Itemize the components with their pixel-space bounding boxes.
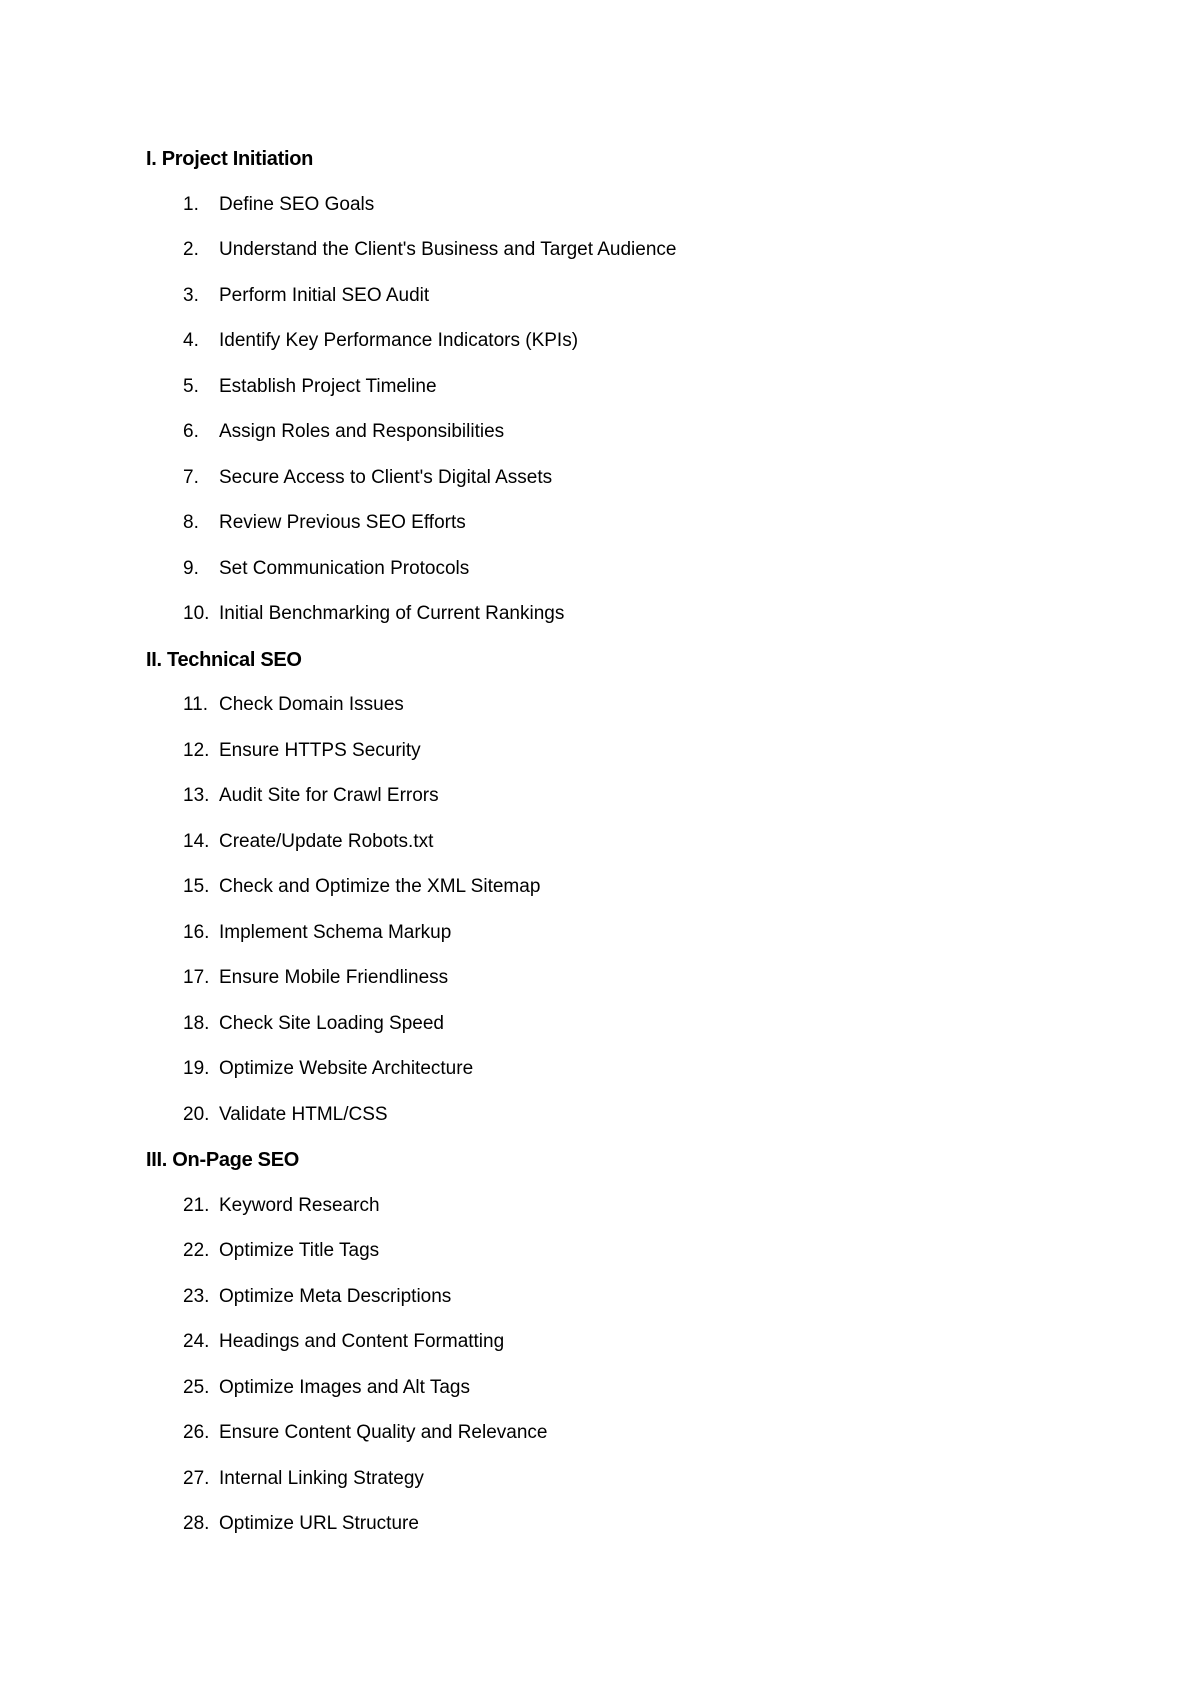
item-text: Perform Initial SEO Audit: [219, 284, 430, 306]
list-item: [146, 693, 1106, 717]
list-item: [146, 193, 1106, 217]
section-heading: III. On-Page SEO: [146, 1149, 300, 1171]
item-number: 5.: [183, 375, 199, 397]
item-number: 4.: [183, 330, 199, 351]
checklist-document: [146, 147, 1106, 1558]
list-item: [146, 602, 1106, 626]
list-item: [146, 511, 1106, 535]
item-text: Internal Linking Strategy: [219, 1467, 424, 1489]
list-item: [146, 284, 1106, 308]
list-item: [146, 875, 1106, 899]
item-text: Secure Access to Client's Digital Assets: [219, 466, 553, 488]
list-item: [146, 557, 1106, 581]
item-number: 21.: [183, 1194, 210, 1216]
item-text: Keyword Research: [219, 1194, 380, 1216]
item-number: 19.: [183, 1058, 210, 1079]
item-text: Validate HTML/CSS: [219, 1103, 388, 1125]
section-heading: II. Technical SEO: [146, 648, 302, 671]
item-text: Review Previous SEO Efforts: [219, 512, 466, 533]
item-text: Assign Roles and Responsibilities: [219, 421, 505, 442]
list-item: [146, 1285, 1106, 1309]
item-number: 9.: [183, 557, 199, 579]
item-number: 11.: [183, 694, 209, 715]
section-list: [146, 693, 1106, 1127]
list-item: [146, 1330, 1106, 1354]
section-technical-seo: [146, 648, 1106, 1127]
item-text: Optimize Website Architecture: [219, 1058, 474, 1079]
item-text: Optimize Images and Alt Tags: [219, 1376, 470, 1398]
item-text: Understand the Client's Business and Target Audience: [219, 239, 677, 260]
list-item: [146, 966, 1106, 990]
item-number: 2.: [183, 239, 199, 260]
list-item: [146, 1012, 1106, 1036]
section-on-page-seo: [146, 1148, 1106, 1536]
item-text: Create/Update Robots.txt: [219, 830, 434, 852]
item-number: 24.: [183, 1331, 210, 1352]
item-number: 3.: [183, 284, 199, 306]
list-item: [146, 1057, 1106, 1081]
list-item: [146, 1194, 1106, 1218]
item-number: 10.: [183, 603, 210, 624]
list-item: [146, 420, 1106, 444]
section-project-initiation: [146, 147, 1106, 626]
item-number: 26.: [183, 1422, 210, 1443]
section-heading: I. Project Initiation: [146, 148, 314, 170]
item-number: 28.: [183, 1513, 210, 1534]
item-number: 13.: [183, 785, 210, 806]
item-number: 1.: [183, 193, 199, 215]
item-text: Set Communication Protocols: [219, 557, 470, 579]
item-text: Identify Key Performance Indicators (KPIs): [219, 330, 579, 351]
item-text: Optimize Title Tags: [219, 1240, 380, 1261]
item-number: 27.: [183, 1467, 210, 1489]
item-text: Initial Benchmarking of Current Rankings: [219, 603, 565, 624]
item-number: 23.: [183, 1285, 210, 1307]
list-item: [146, 375, 1106, 399]
item-number: 14.: [183, 830, 210, 852]
section-list: [146, 193, 1106, 627]
list-item: [146, 466, 1106, 490]
item-text: Define SEO Goals: [219, 193, 375, 215]
item-text: Check and Optimize the XML Sitemap: [219, 876, 541, 897]
item-text: Headings and Content Formatting: [219, 1331, 505, 1352]
list-item: [146, 329, 1106, 353]
item-number: 25.: [183, 1376, 210, 1398]
item-text: Implement Schema Markup: [219, 921, 452, 943]
list-item: [146, 1421, 1106, 1445]
item-text: Establish Project Timeline: [219, 375, 437, 397]
list-item: [146, 1239, 1106, 1263]
list-item: [146, 1376, 1106, 1400]
item-number: 7.: [183, 466, 199, 488]
list-item: [146, 739, 1106, 763]
item-text: Check Domain Issues: [219, 694, 404, 715]
item-text: Ensure Mobile Friendliness: [219, 967, 449, 988]
item-text: Ensure HTTPS Security: [219, 739, 421, 761]
item-number: 18.: [183, 1012, 210, 1034]
list-item: [146, 830, 1106, 854]
item-text: Audit Site for Crawl Errors: [219, 785, 439, 806]
item-number: 6.: [183, 421, 199, 442]
section-list: [146, 1194, 1106, 1537]
item-number: 20.: [183, 1103, 210, 1125]
item-text: Optimize Meta Descriptions: [219, 1285, 452, 1307]
item-number: 15.: [183, 876, 210, 897]
item-number: 22.: [183, 1240, 210, 1261]
list-item: [146, 238, 1106, 262]
list-item: [146, 1512, 1106, 1536]
list-item: [146, 784, 1106, 808]
list-item: [146, 1103, 1106, 1127]
item-text: Check Site Loading Speed: [219, 1012, 444, 1034]
item-number: 12.: [183, 739, 210, 761]
item-number: 17.: [183, 967, 210, 988]
item-number: 8.: [183, 512, 199, 533]
list-item: [146, 921, 1106, 945]
item-text: Ensure Content Quality and Relevance: [219, 1422, 548, 1443]
item-text: Optimize URL Structure: [219, 1513, 419, 1534]
item-number: 16.: [183, 921, 210, 943]
list-item: [146, 1467, 1106, 1491]
